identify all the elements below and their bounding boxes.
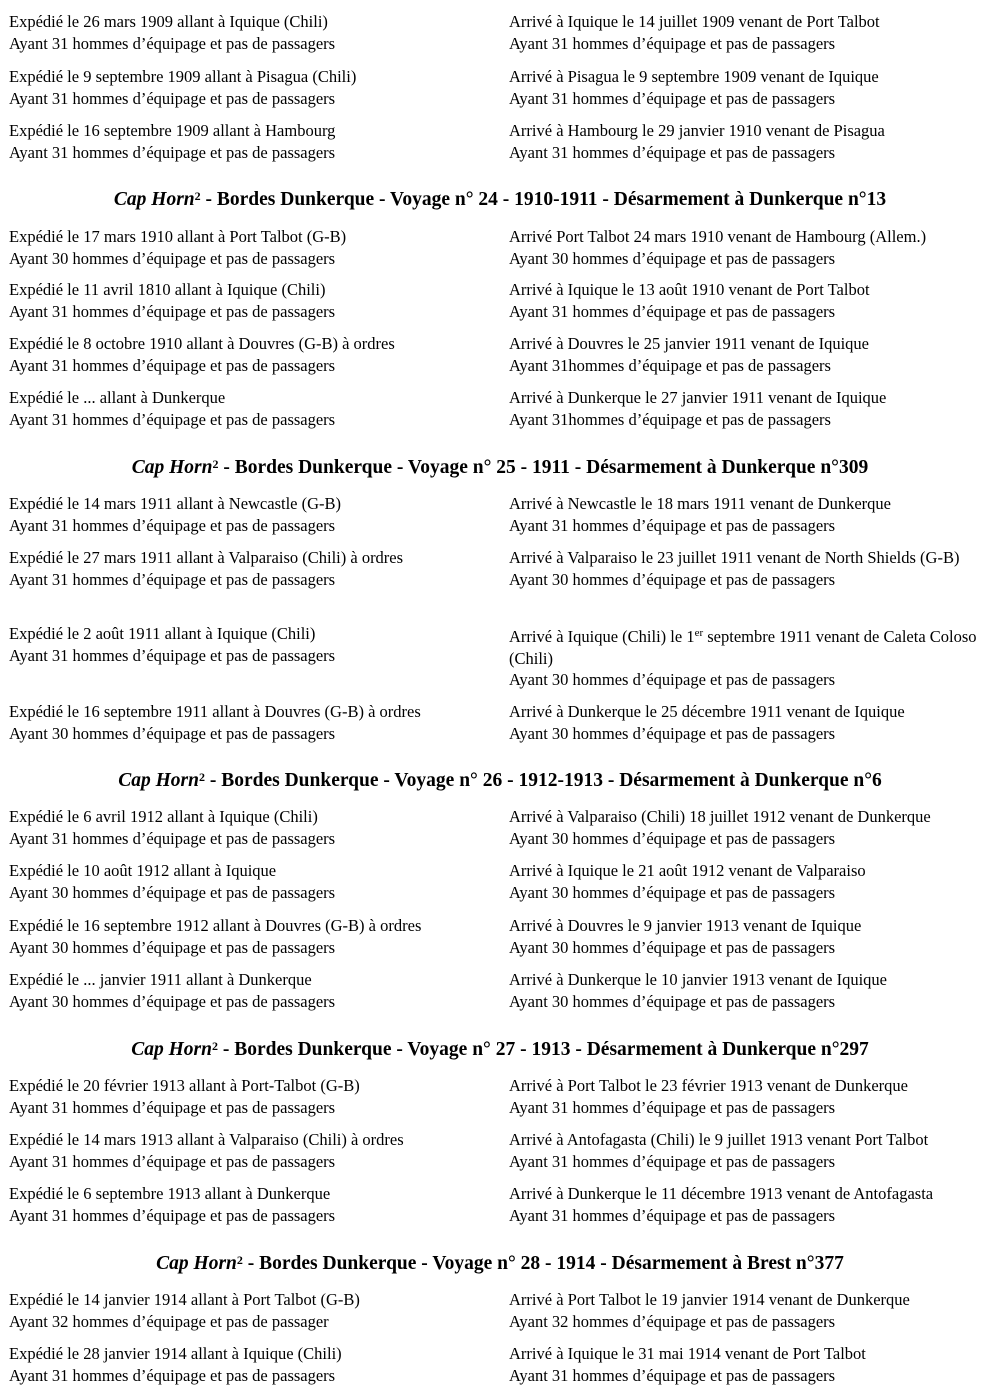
crew-text: Ayant 31 hommes d’équipage et pas de passagers [9, 645, 336, 665]
ship-footnote-mark: 2 [198, 770, 205, 784]
crew-text: Ayant 31 hommes d’équipage et pas de passagers [9, 569, 336, 589]
crew-text: Ayant 30 hommes d’équipage et pas de passagers [509, 670, 836, 689]
crew-text: Ayant 31 hommes d’équipage et pas de passagers [9, 1097, 336, 1117]
ship-footnote-mark: 2 [194, 189, 201, 203]
crew-text: Ayant 31 hommes d’équipage et pas de passagers [509, 88, 836, 108]
crew-text: Ayant 30 hommes d’équipage et pas de passagers [509, 723, 836, 743]
crew-text: Ayant 30 hommes d’équipage et pas de passagers [509, 828, 836, 848]
arrival-text: Arrivé à Port Talbot le 23 février 1913 venant de Dunkerque [509, 1076, 908, 1095]
arrival-cell [509, 120, 997, 163]
ship-footnote-mark: 2 [212, 457, 219, 471]
arrival-text: Arrivé à Dunkerque le 25 décembre 1911 venant de Iquique [509, 702, 905, 721]
departure-cell [9, 1343, 499, 1386]
crew-text: Ayant 31 hommes d’équipage et pas de passagers [9, 409, 336, 429]
arrival-text: Arrivé à Dunkerque le 10 janvier 1913 venant de Iquique [509, 970, 887, 989]
arrival-text: Arrivé à Douvres le 25 janvier 1911 venant de Iquique [509, 334, 869, 353]
arrival-cell [509, 1183, 997, 1226]
departure-cell [9, 11, 499, 54]
departure-text: Expédié le 27 mars 1911 allant à Valparaiso (Chili) à ordres [9, 548, 404, 567]
crew-text: Ayant 31 hommes d’équipage et pas de passagers [9, 1365, 336, 1385]
crew-text: Ayant 31 hommes d’équipage et pas de passagers [9, 1205, 336, 1225]
crew-text: Ayant 30 hommes d’équipage et pas de passagers [509, 248, 836, 268]
departure-text: Expédié le 17 mars 1910 allant à Port Talbot (G-B) [9, 227, 347, 246]
departure-cell [9, 333, 499, 376]
crew-text: Ayant 31 hommes d’équipage et pas de passagers [509, 33, 836, 53]
arrival-text: Arrivé à Hambourg le 29 janvier 1910 venant de Pisagua [509, 121, 885, 140]
crew-text: Ayant 31 hommes d’équipage et pas de passagers [9, 142, 336, 162]
departure-cell [9, 806, 499, 849]
departure-cell [9, 226, 499, 269]
crew-text: Ayant 31 hommes d’équipage et pas de passagers [509, 1365, 836, 1385]
arrival-cell [509, 860, 997, 903]
crew-text: Ayant 30 hommes d’équipage et pas de passagers [509, 991, 836, 1011]
crew-text: Ayant 31 hommes d’équipage et pas de passagers [9, 828, 336, 848]
crew-text: Ayant 31hommes d’équipage et pas de passagers [509, 355, 831, 375]
arrival-text: Arrivé à Iquique le 14 juillet 1909 venant de Port Talbot [509, 12, 880, 31]
departure-text: Expédié le 10 août 1912 allant à Iquique [9, 861, 277, 880]
crew-text: Ayant 31 hommes d’équipage et pas de passagers [9, 301, 336, 321]
crew-text: Ayant 31 hommes d’équipage et pas de passagers [9, 88, 336, 108]
arrival-text: Arrivé à Iquique le 21 août 1912 venant de Valparaiso [509, 861, 866, 880]
departure-text: Expédié le ... allant à Dunkerque [9, 388, 226, 407]
departure-text: Expédié le 26 mars 1909 allant à Iquique (Chili) [9, 12, 328, 31]
arrival-text: Arrivé à Pisagua le 9 septembre 1909 venant de Iquique [509, 67, 879, 86]
arrival-text: Arrivé à Valparaiso (Chili) 18 juillet 1912 venant de Dunkerque [509, 807, 931, 826]
arrival-cell [509, 806, 997, 849]
ship-name: Cap Horn [131, 457, 213, 478]
arrival-text: Arrivé à Iquique le 31 mai 1914 venant de Port Talbot [509, 1344, 866, 1363]
ship-footnote-mark: 2 [211, 1039, 218, 1053]
crew-text: Ayant 31hommes d’équipage et pas de passagers [509, 409, 831, 429]
arrival-cell [509, 1289, 997, 1332]
departure-cell [9, 701, 499, 744]
arrival-cell [509, 969, 997, 1012]
crew-text: Ayant 31 hommes d’équipage et pas de passagers [509, 1097, 836, 1117]
voyage-heading [0, 456, 1000, 480]
departure-cell [9, 1289, 499, 1332]
departure-cell [9, 915, 499, 958]
crew-text: Ayant 30 hommes d’équipage et pas de passagers [509, 882, 836, 902]
crew-text: Ayant 31 hommes d’équipage et pas de passagers [509, 142, 836, 162]
crew-text: Ayant 30 hommes d’équipage et pas de passagers [509, 569, 836, 589]
arrival-cell [509, 226, 997, 269]
voyage-heading [0, 1038, 1000, 1062]
departure-cell [9, 623, 499, 666]
departure-text: Expédié le 14 mars 1913 allant à Valparaiso (Chili) à ordres [9, 1130, 404, 1149]
arrival-cell [509, 701, 997, 744]
crew-text: Ayant 32 hommes d’équipage et pas de passagers [509, 1311, 836, 1331]
departure-cell [9, 387, 499, 430]
arrival-text [509, 626, 997, 669]
arrival-cell [509, 1075, 997, 1118]
voyage-title: - Bordes Dunkerque - Voyage n° 28 - 1914 - Désarmement à Brest n°377 [242, 1253, 844, 1274]
ordinal-suffix: er [694, 627, 704, 639]
voyage-heading [0, 1252, 1000, 1276]
arrival-cell [509, 1343, 997, 1386]
ship-name: Cap Horn [131, 1039, 212, 1060]
departure-text: Expédié le 6 avril 1912 allant à Iquique (Chili) [9, 807, 318, 826]
departure-text: Expédié le 16 septembre 1909 allant à Hambourg [9, 121, 336, 140]
ship-name: Cap Horn [156, 1253, 237, 1274]
departure-text: Expédié le 8 octobre 1910 allant à Douvres (G-B) à ordres [9, 334, 395, 353]
departure-cell [9, 493, 499, 536]
arrival-text: Arrivé Port Talbot 24 mars 1910 venant de Hambourg (Allem.) [509, 227, 927, 246]
crew-text: Ayant 31 hommes d’équipage et pas de passagers [509, 515, 836, 535]
arrival-cell [509, 11, 997, 54]
departure-cell [9, 1183, 499, 1226]
ship-name: Cap Horn [113, 189, 195, 210]
arrival-cell [509, 279, 997, 322]
departure-text: Expédié le 16 septembre 1911 allant à Douvres (G-B) à ordres [9, 702, 421, 721]
arrival-text: Arrivé à Antofagasta (Chili) le 9 juillet 1913 venant Port Talbot [509, 1130, 929, 1149]
departure-text: Expédié le 14 janvier 1914 allant à Port Talbot (G-B) [9, 1290, 360, 1309]
departure-text: Expédié le 6 septembre 1913 allant à Dunkerque [9, 1184, 331, 1203]
crew-text: Ayant 30 hommes d’équipage et pas de passagers [9, 248, 336, 268]
arrival-text: Arrivé à Douvres le 9 janvier 1913 venant de Iquique [509, 916, 862, 935]
departure-cell [9, 547, 499, 590]
arrival-cell [509, 66, 997, 109]
arrival-cell [509, 915, 997, 958]
departure-text: Expédié le 16 septembre 1912 allant à Douvres (G-B) à ordres [9, 916, 422, 935]
crew-text: Ayant 31 hommes d’équipage et pas de passagers [9, 355, 336, 375]
crew-text: Ayant 30 hommes d’équipage et pas de passagers [509, 937, 836, 957]
crew-text: Ayant 30 hommes d’équipage et pas de passagers [9, 723, 336, 743]
arrival-text: Arrivé à Dunkerque le 27 janvier 1911 venant de Iquique [509, 388, 887, 407]
crew-text: Ayant 31 hommes d’équipage et pas de passagers [509, 1205, 836, 1225]
crew-text: Ayant 31 hommes d’équipage et pas de passagers [9, 1151, 336, 1171]
departure-text: Expédié le 20 février 1913 allant à Port-Talbot (G-B) [9, 1076, 360, 1095]
departure-text: Expédié le 11 avril 1810 allant à Iquique (Chili) [9, 280, 326, 299]
departure-text: Expédié le 2 août 1911 allant à Iquique (Chili) [9, 624, 316, 643]
voyage-title: - Bordes Dunkerque - Voyage n° 26 - 1912-1913 - Désarmement à Dunkerque n°6 [204, 770, 882, 791]
crew-text: Ayant 31 hommes d’équipage et pas de passagers [9, 515, 336, 535]
departure-cell [9, 860, 499, 903]
crew-text: Ayant 32 hommes d’équipage et pas de passager [9, 1311, 329, 1331]
arrival-cell [509, 387, 997, 430]
arrival-text: Arrivé à Newcastle le 18 mars 1911 venant de Dunkerque [509, 494, 891, 513]
arrival-text-end: septembre 1911 venant de Caleta Coloso (Chili) [509, 627, 977, 668]
arrival-text: Arrivé à Valparaiso le 23 juillet 1911 venant de North Shields (G-B) [509, 548, 960, 567]
departure-cell [9, 1129, 499, 1172]
crew-text: Ayant 31 hommes d’équipage et pas de passagers [9, 33, 336, 53]
crew-text: Ayant 31 hommes d’équipage et pas de passagers [509, 1151, 836, 1171]
crew-text: Ayant 30 hommes d’équipage et pas de passagers [9, 991, 336, 1011]
voyage-title: - Bordes Dunkerque - Voyage n° 27 - 1913 - Désarmement à Dunkerque n°297 [217, 1039, 869, 1060]
departure-text: Expédié le 14 mars 1911 allant à Newcastle (G-B) [9, 494, 342, 513]
arrival-cell [509, 1129, 997, 1172]
voyage-title: - Bordes Dunkerque - Voyage n° 24 - 1910-1911 - Désarmement à Dunkerque n°13 [200, 189, 887, 210]
ship-name: Cap Horn [118, 770, 199, 791]
arrival-text: Arrivé à Iquique le 13 août 1910 venant de Port Talbot [509, 280, 870, 299]
voyage-heading [0, 769, 1000, 793]
departure-cell [9, 279, 499, 322]
arrival-cell [509, 493, 997, 536]
arrival-cell [509, 333, 997, 376]
arrival-text: Arrivé à Port Talbot le 19 janvier 1914 venant de Dunkerque [509, 1290, 910, 1309]
departure-cell [9, 1075, 499, 1118]
voyage-title: - Bordes Dunkerque - Voyage n° 25 - 1911 - Désarmement à Dunkerque n°309 [218, 457, 869, 478]
crew-text: Ayant 31 hommes d’équipage et pas de passagers [509, 301, 836, 321]
arrival-cell [509, 547, 997, 590]
departure-cell [9, 969, 499, 1012]
departure-cell [9, 120, 499, 163]
crew-text: Ayant 30 hommes d’équipage et pas de passagers [9, 882, 336, 902]
arrival-text-start: Arrivé à Iquique (Chili) le 1 [509, 627, 695, 646]
arrival-text: Arrivé à Dunkerque le 11 décembre 1913 venant de Antofagasta [509, 1184, 934, 1203]
ship-footnote-mark: 2 [236, 1253, 243, 1267]
crew-text: Ayant 30 hommes d’équipage et pas de passagers [9, 937, 336, 957]
departure-text: Expédié le ... janvier 1911 allant à Dunkerque [9, 970, 312, 989]
departure-cell [9, 66, 499, 109]
voyage-heading [0, 188, 1000, 212]
departure-text: Expédié le 28 janvier 1914 allant à Iquique (Chili) [9, 1344, 342, 1363]
arrival-cell [509, 626, 997, 691]
departure-text: Expédié le 9 septembre 1909 allant à Pisagua (Chili) [9, 67, 357, 86]
